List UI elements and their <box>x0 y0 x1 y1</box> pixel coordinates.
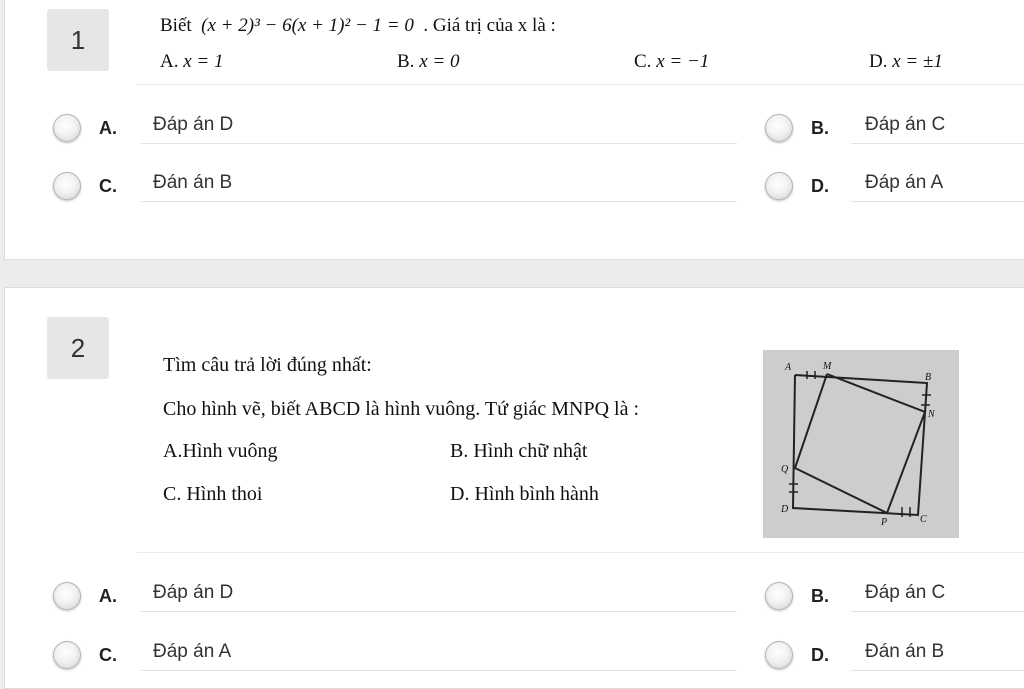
stem-prefix: Biết <box>160 15 192 36</box>
radio-button[interactable] <box>765 582 793 610</box>
option-underline <box>141 143 737 144</box>
option-letter: D. <box>811 644 829 665</box>
radio-button[interactable] <box>53 582 81 610</box>
choice-a-letter: A. <box>160 51 179 72</box>
option-underline <box>851 670 1024 671</box>
option-underline <box>851 201 1024 202</box>
option-letter: A. <box>99 117 117 138</box>
choice-c <box>634 51 709 73</box>
option-letter: A. <box>99 585 117 606</box>
question-divider <box>137 84 1024 85</box>
answer-option-b[interactable] <box>765 582 841 610</box>
choice-a <box>160 51 224 73</box>
option-letter: D. <box>811 175 829 196</box>
question-divider <box>137 552 1024 553</box>
choice-d <box>869 51 943 73</box>
question-line-2: Cho hình vẽ, biết ABCD là hình vuông. Tứ giác MNPQ là : <box>163 398 640 420</box>
question-card-2 <box>4 287 1024 689</box>
choice-d: D. Hình bình hành <box>450 483 599 505</box>
option-underline <box>141 611 737 612</box>
choice-b-math: x = 0 <box>419 51 460 72</box>
answer-option-a[interactable] <box>53 114 129 142</box>
square-figure <box>763 350 959 538</box>
choice-b-letter: B. <box>397 51 415 72</box>
choice-a: A.Hình vuông <box>163 440 278 462</box>
choice-b: B. Hình chữ nhật <box>450 440 588 462</box>
label-c: C <box>920 514 927 525</box>
answer-option-c[interactable] <box>53 641 129 669</box>
option-text[interactable]: Đáp án D <box>153 582 234 603</box>
option-underline <box>851 143 1024 144</box>
option-text[interactable]: Đáp án A <box>153 641 232 662</box>
radio-button[interactable] <box>53 641 81 669</box>
label-d: D <box>781 504 789 515</box>
stem-suffix: . Giá trị của x là : <box>423 15 556 36</box>
question-line-1: Tìm câu trả lời đúng nhất: <box>163 354 372 376</box>
figure-diagram <box>763 350 959 538</box>
choice-c: C. Hình thoi <box>163 483 263 505</box>
option-underline <box>141 201 737 202</box>
question-number: 1 <box>47 9 109 71</box>
radio-button[interactable] <box>765 114 793 142</box>
choice-d-math: x = ±1 <box>892 51 943 72</box>
choice-c-letter: C. <box>634 51 652 72</box>
option-text[interactable]: Đán án B <box>865 641 945 662</box>
question-number: 2 <box>47 317 109 379</box>
option-underline <box>141 670 737 671</box>
radio-button[interactable] <box>765 641 793 669</box>
choice-b <box>397 51 459 73</box>
answer-option-b[interactable] <box>765 114 841 142</box>
stem-equation: (x + 2)³ − 6(x + 1)² − 1 = 0 <box>201 15 414 36</box>
question-stem <box>160 15 556 37</box>
label-p: P <box>881 517 888 528</box>
option-underline <box>851 611 1024 612</box>
choice-c-math: x = −1 <box>656 51 710 72</box>
option-letter: C. <box>99 644 117 665</box>
radio-button[interactable] <box>53 172 81 200</box>
option-text[interactable]: Đáp án C <box>865 582 946 603</box>
option-text[interactable]: Đán án B <box>153 172 233 193</box>
question-card-1 <box>4 0 1024 260</box>
answer-option-a[interactable] <box>53 582 129 610</box>
answer-option-d[interactable] <box>765 172 841 200</box>
label-b: B <box>925 372 932 383</box>
option-letter: B. <box>811 585 829 606</box>
option-text[interactable]: Đáp án C <box>865 114 946 135</box>
option-letter: B. <box>811 117 829 138</box>
option-text[interactable]: Đáp án A <box>865 172 944 193</box>
label-m: M <box>823 361 832 372</box>
label-q: Q <box>781 464 789 475</box>
radio-button[interactable] <box>53 114 81 142</box>
choice-a-math: x = 1 <box>183 51 224 72</box>
choice-d-letter: D. <box>869 51 888 72</box>
option-letter: C. <box>99 175 117 196</box>
answer-option-c[interactable] <box>53 172 129 200</box>
radio-button[interactable] <box>765 172 793 200</box>
option-text[interactable]: Đáp án D <box>153 114 234 135</box>
answer-option-d[interactable] <box>765 641 841 669</box>
label-a: A <box>785 362 792 373</box>
label-n: N <box>928 409 935 420</box>
